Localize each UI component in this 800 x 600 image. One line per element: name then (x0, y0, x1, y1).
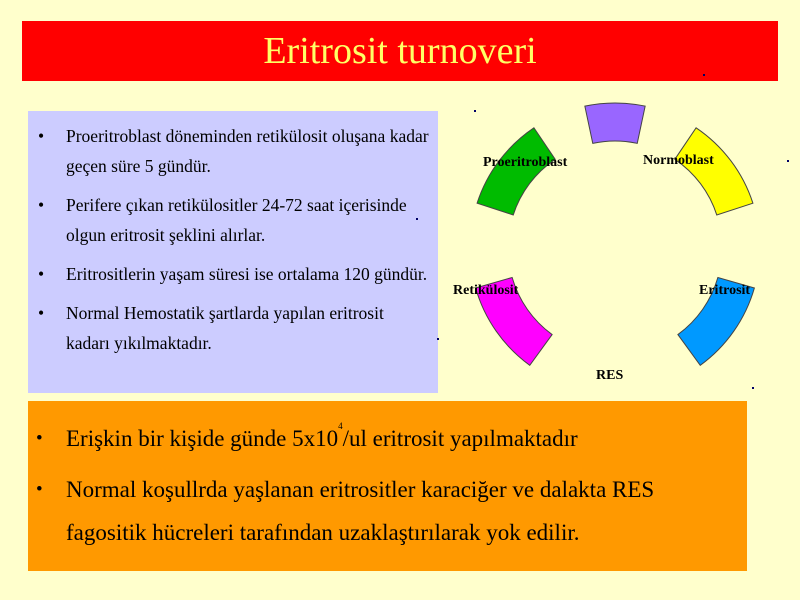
decorative-dot (752, 387, 754, 389)
info-bullet (28, 298, 430, 358)
bullet-icon: • (38, 303, 45, 323)
superscript: 4 (338, 421, 343, 431)
decorative-dot (416, 218, 418, 220)
cycle-arc-normoblast (675, 128, 753, 215)
cycle-label-retikulosit: Retikülosit (453, 283, 519, 298)
summary-bullet-list (28, 417, 737, 554)
cycle-label-eritrosit: Eritrosit (699, 283, 751, 298)
decorative-dot (437, 338, 439, 340)
bullet-icon: • (36, 479, 43, 500)
bullet-icon: • (38, 126, 45, 146)
info-box (28, 111, 438, 393)
summary-bullet (28, 417, 737, 460)
info-bullet-text: Perifere çıkan retikülositler 24-72 saat içerisinde olgun eritrosit şeklini alırlar. (66, 195, 407, 245)
cycle-arc-proeritroblast (477, 128, 555, 215)
cycle-label-res: RES (596, 368, 624, 383)
info-bullet (28, 121, 430, 181)
summary-bullet (28, 468, 737, 554)
bullet-icon: • (38, 195, 45, 215)
info-bullet (28, 259, 430, 289)
title-bar (22, 21, 778, 81)
decorative-dot (703, 74, 705, 76)
cycle-label-normoblast: Normoblast (643, 153, 714, 168)
summary-bullet-text: Erişkin bir kişide günde 5x10 (66, 426, 339, 451)
summary-bullet-text: Normal koşullrda yaşlanan eritrositler karaciğer ve dalakta RES fagositik hücreleri tarafından uzaklaştırılarak yok edilir. (66, 477, 655, 545)
slide-title: Eritrosit turnoveri (263, 30, 537, 72)
info-bullet-list (28, 121, 430, 358)
info-bullet-text: Eritrositlerin yaşam süresi ise ortalama 120 gündür. (66, 264, 428, 284)
summary-bullet-text: /ul eritrosit yapılmaktadır (342, 426, 578, 451)
cycle-label-proeritroblast: Proeritroblast (483, 155, 568, 170)
info-bullet-text: Proeritroblast döneminden retikülosit oluşana kadar geçen süre 5 gündür. (66, 126, 429, 176)
cycle-arc-retikülosit (585, 103, 645, 143)
summary-box (28, 401, 747, 571)
cycle-arcs (440, 100, 800, 400)
bullet-icon: • (38, 264, 45, 284)
decorative-dot (787, 160, 789, 162)
info-bullet (28, 190, 430, 250)
decorative-dot (474, 110, 476, 112)
bullet-icon: • (36, 428, 43, 449)
erythrocyte-cycle-diagram (440, 100, 800, 400)
info-bullet-text: Normal Hemostatik şartlarda yapılan eritrosit kadarı yıkılmaktadır. (66, 303, 384, 353)
